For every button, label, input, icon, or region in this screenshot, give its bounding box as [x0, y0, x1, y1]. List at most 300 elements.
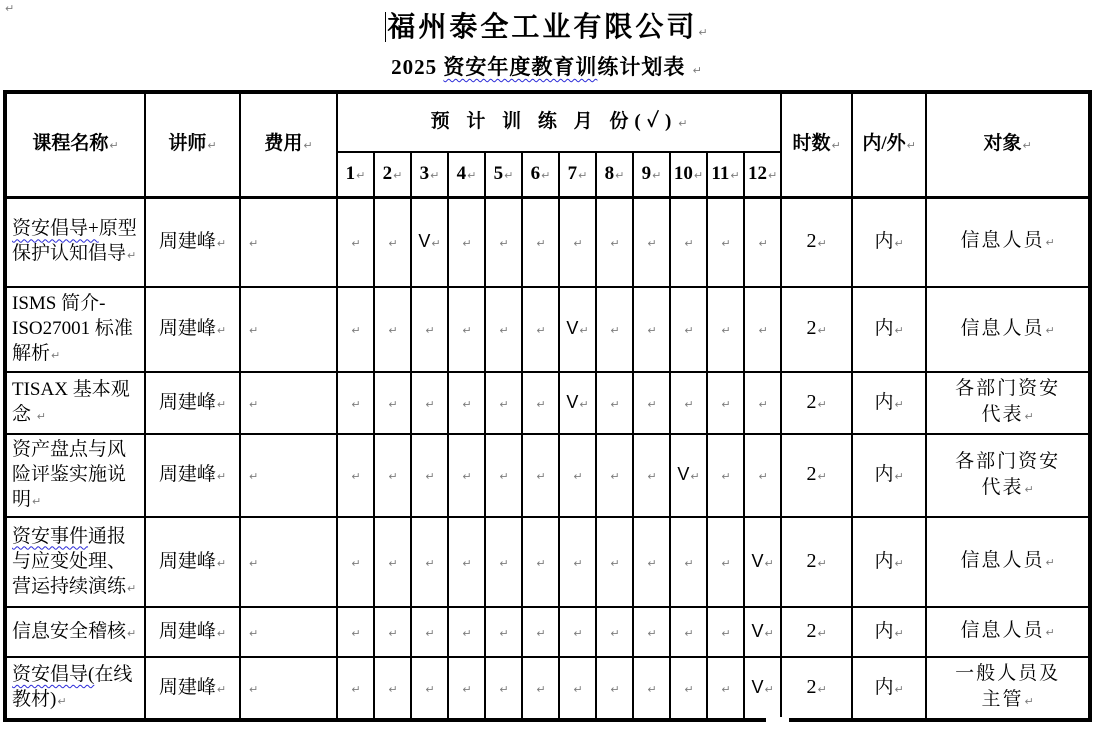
month-cell[interactable] [559, 287, 596, 372]
month-cell[interactable] [485, 517, 522, 607]
month-cell[interactable] [448, 197, 485, 287]
instructor-cell[interactable] [145, 372, 240, 434]
month-cell[interactable] [670, 372, 707, 434]
month-cell[interactable] [374, 517, 411, 607]
paragraph-mark: ↵ [721, 324, 731, 337]
paragraph-mark: ↵ [730, 168, 740, 182]
header-month-3[interactable] [411, 152, 448, 197]
audience-value: 信息人员 [960, 317, 1045, 339]
paragraph-mark: ↵ [894, 324, 904, 337]
paragraph-mark: ↵ [573, 470, 583, 483]
paragraph-mark: ↵ [249, 682, 259, 696]
month-cell[interactable] [411, 607, 448, 657]
month-cell[interactable] [337, 607, 374, 657]
paragraph-mark: ↵ [249, 556, 259, 570]
header-month-4[interactable] [448, 152, 485, 197]
course-name-wavy: 资安事件 [12, 525, 89, 547]
paragraph-mark: ↵ [817, 324, 827, 337]
course-cell[interactable] [5, 434, 145, 517]
audience-cell[interactable] [926, 372, 1090, 434]
paragraph-mark: ↵ [351, 324, 361, 337]
month-cell[interactable] [744, 372, 781, 434]
paragraph-mark: ↵ [127, 581, 137, 595]
paragraph-mark: ↵ [647, 236, 657, 250]
paragraph-mark: ↵ [127, 626, 137, 640]
paragraph-mark: ↵ [1045, 556, 1055, 569]
paragraph-mark: ↵ [1024, 482, 1034, 496]
month-cell[interactable] [522, 372, 559, 434]
audience-cell[interactable] [926, 434, 1090, 517]
paragraph-mark: ↵ [610, 397, 620, 411]
paragraph-mark: ↵ [721, 556, 731, 570]
header-fee-label: 费用 [264, 133, 303, 155]
month-cell[interactable] [633, 517, 670, 607]
paragraph-mark: ↵ [817, 682, 827, 696]
course-cell[interactable] [5, 517, 145, 607]
month-number: 9 [641, 162, 652, 184]
month-cell[interactable] [522, 197, 559, 287]
paragraph-mark: ↵ [692, 64, 702, 77]
document-title-wavy-text: 资安年度教育训 [443, 55, 598, 79]
fee-cell[interactable] [240, 287, 337, 372]
month-cell[interactable] [633, 372, 670, 434]
paragraph-mark: ↵ [351, 682, 361, 696]
fee-cell[interactable] [240, 372, 337, 434]
paragraph-mark: ↵ [684, 236, 694, 250]
month-cell[interactable] [374, 287, 411, 372]
month-cell[interactable] [522, 287, 559, 372]
month-cell[interactable] [744, 197, 781, 287]
paragraph-mark: ↵ [499, 324, 509, 337]
month-cell[interactable] [411, 372, 448, 434]
paragraph-mark: ↵ [817, 556, 827, 570]
month-number: 1 [345, 162, 356, 184]
month-cell[interactable] [670, 197, 707, 287]
inout-value: 内 [874, 318, 894, 339]
month-cell[interactable] [337, 434, 374, 517]
paragraph-mark: ↵ [690, 470, 700, 483]
paragraph-mark: ↵ [610, 682, 620, 696]
header-fee[interactable] [240, 92, 337, 197]
inout-cell[interactable] [852, 607, 926, 657]
paragraph-mark: ↵ [541, 168, 551, 182]
course-name: 通报与应变处理、营运持续演练 [12, 525, 127, 597]
header-month-5[interactable] [485, 152, 522, 197]
month-cell[interactable] [707, 657, 744, 720]
course-name-wavy: 资安倡导+ [12, 218, 99, 240]
month-cell[interactable] [744, 517, 781, 607]
paragraph-mark: ↵ [573, 626, 583, 640]
paragraph-mark: ↵ [536, 682, 546, 696]
instructor-name: 周建峰 [158, 230, 216, 252]
paragraph-mark: ↵ [684, 682, 694, 696]
table-row [5, 197, 1090, 287]
instructor-cell[interactable] [145, 657, 240, 720]
paragraph-mark: ↵ [767, 168, 778, 182]
paragraph-mark: ↵ [615, 168, 625, 182]
paragraph-mark: ↵ [388, 556, 398, 570]
month-cell[interactable] [707, 517, 744, 607]
audience-value: 信息人员 [960, 620, 1045, 641]
month-cell[interactable] [485, 197, 522, 287]
paragraph-mark: ↵ [721, 236, 731, 250]
paragraph-mark: ↵ [499, 682, 509, 696]
paragraph-mark: ↵ [499, 626, 509, 640]
month-cell[interactable] [485, 287, 522, 372]
course-cell[interactable] [5, 607, 145, 657]
paragraph-mark: ↵ [1024, 410, 1034, 423]
inout-cell[interactable] [852, 657, 926, 720]
month-cell[interactable] [744, 657, 781, 720]
month-cell[interactable] [670, 607, 707, 657]
month-cell[interactable] [633, 434, 670, 517]
paragraph-mark: ↵ [758, 470, 768, 483]
hours-value: 2 [806, 549, 817, 572]
paragraph-mark: ↵ [351, 626, 361, 640]
paragraph-mark: ↵ [1024, 695, 1034, 708]
month-cell[interactable] [744, 287, 781, 372]
instructor-cell[interactable] [145, 197, 240, 287]
hours-cell[interactable] [781, 657, 852, 720]
month-cell[interactable] [448, 372, 485, 434]
month-cell[interactable] [559, 434, 596, 517]
month-number: 7 [567, 162, 578, 184]
paragraph-mark: ↵ [894, 682, 904, 696]
month-cell[interactable] [411, 287, 448, 372]
header-month-2[interactable] [374, 152, 411, 197]
month-cell[interactable] [411, 517, 448, 607]
month-cell[interactable] [448, 607, 485, 657]
month-cell[interactable] [596, 607, 633, 657]
paragraph-mark: ↵ [652, 168, 662, 182]
paragraph-mark: ↵ [894, 556, 904, 570]
month-cell[interactable] [374, 434, 411, 517]
paragraph-mark: ↵ [216, 556, 227, 570]
month-cell[interactable] [633, 607, 670, 657]
paragraph-mark: ↵ [758, 236, 768, 250]
month-cell[interactable] [448, 287, 485, 372]
month-cell[interactable] [596, 372, 633, 434]
paragraph-mark: ↵ [32, 495, 42, 508]
instructor-name: 周建峰 [158, 620, 216, 642]
hours-cell[interactable] [781, 287, 852, 372]
paragraph-mark: ↵ [764, 682, 774, 696]
instructor-name: 周建峰 [158, 464, 216, 485]
month-cell[interactable] [448, 517, 485, 607]
paragraph-mark: ↵ [579, 397, 589, 411]
paragraph-mark: ↵ [388, 682, 398, 696]
month-cell[interactable] [411, 197, 448, 287]
table-row [5, 372, 1090, 434]
month-cell[interactable] [374, 607, 411, 657]
month-cell[interactable] [559, 372, 596, 434]
hours-cell[interactable] [781, 197, 852, 287]
paragraph-mark: ↵ [610, 556, 620, 570]
month-cell[interactable] [559, 657, 596, 720]
hours-cell[interactable] [781, 434, 852, 517]
header-month-9[interactable] [633, 152, 670, 197]
hours-value: 2 [806, 390, 817, 413]
fee-cell[interactable] [240, 197, 337, 287]
month-cell[interactable] [707, 607, 744, 657]
audience-value: 信息人员 [960, 230, 1045, 252]
header-month-1[interactable] [337, 152, 374, 197]
header-audience[interactable] [926, 92, 1090, 197]
paragraph-mark: ↵ [207, 139, 217, 153]
paragraph-mark: ↵ [462, 324, 472, 337]
month-cell[interactable] [448, 657, 485, 720]
audience-cell[interactable] [926, 607, 1090, 657]
month-check: V [566, 318, 579, 338]
month-check: V [751, 550, 764, 571]
instructor-cell[interactable] [145, 434, 240, 517]
instructor-cell[interactable] [145, 517, 240, 607]
paragraph-mark: ↵ [425, 682, 435, 696]
paragraph-mark: ↵ [462, 397, 472, 411]
month-cell[interactable] [411, 657, 448, 720]
document-title[interactable] [0, 53, 1093, 85]
hours-value: 2 [806, 229, 817, 252]
instructor-name: 周建峰 [158, 318, 216, 339]
paragraph-mark: ↵ [693, 168, 704, 182]
paragraph-mark: ↵ [536, 324, 546, 337]
month-cell[interactable] [337, 372, 374, 434]
month-number: 4 [456, 162, 467, 184]
paragraph-mark: ↵ [499, 397, 509, 411]
table-row [5, 607, 1090, 657]
month-cell[interactable] [596, 434, 633, 517]
month-cell[interactable] [337, 657, 374, 720]
month-cell[interactable] [744, 607, 781, 657]
course-cell[interactable] [5, 657, 145, 720]
month-cell[interactable] [633, 657, 670, 720]
paragraph-mark: ↵ [610, 236, 620, 250]
audience-cell[interactable] [926, 517, 1090, 607]
training-plan-table [3, 90, 1092, 722]
header-course-label: 课程名称 [32, 133, 109, 155]
month-cell[interactable] [596, 197, 633, 287]
paragraph-mark: ↵ [462, 236, 472, 250]
month-number: 5 [493, 162, 504, 184]
header-instructor[interactable] [145, 92, 240, 197]
month-cell[interactable] [559, 517, 596, 607]
course-cell[interactable] [5, 372, 145, 434]
fee-cell[interactable] [240, 607, 337, 657]
month-cell[interactable] [633, 197, 670, 287]
course-cell[interactable] [5, 287, 145, 372]
month-cell[interactable] [485, 372, 522, 434]
month-cell[interactable] [596, 517, 633, 607]
inout-cell[interactable] [852, 287, 926, 372]
paragraph-mark: ↵ [817, 397, 827, 411]
paragraph-mark: ↵ [425, 324, 435, 337]
paragraph-mark: ↵ [109, 139, 119, 153]
month-cell[interactable] [670, 434, 707, 517]
paragraph-mark: ↵ [499, 470, 509, 483]
month-number: 3 [419, 162, 430, 184]
paragraph-mark: ↵ [698, 26, 708, 39]
month-number: 11 [711, 162, 730, 184]
paragraph-mark: ↵ [721, 626, 731, 640]
table-row [5, 434, 1090, 517]
paragraph-mark: ↵ [831, 139, 841, 153]
inout-cell[interactable] [852, 517, 926, 607]
paragraph-mark: ↵ [351, 470, 361, 483]
header-inout-label: 内/外 [862, 133, 906, 155]
fee-cell[interactable] [240, 657, 337, 720]
paragraph-mark: ↵ [684, 556, 694, 570]
audience-cell[interactable] [926, 197, 1090, 287]
paragraph-mark: ↵ [425, 397, 435, 411]
paragraph-mark: ↵ [817, 470, 827, 483]
paragraph-mark: ↵ [303, 139, 313, 153]
month-cell[interactable] [670, 517, 707, 607]
month-cell[interactable] [374, 657, 411, 720]
fee-cell[interactable] [240, 434, 337, 517]
month-cell[interactable] [744, 434, 781, 517]
month-number: 8 [604, 162, 615, 184]
paragraph-mark: ↵ [573, 556, 583, 570]
paragraph-mark: ↵ [647, 470, 657, 483]
inout-value: 内 [874, 391, 894, 413]
instructor-name: 周建峰 [158, 676, 216, 698]
month-cell[interactable] [485, 434, 522, 517]
paragraph-mark: ↵ [425, 626, 435, 640]
fee-cell[interactable] [240, 517, 337, 607]
month-cell[interactable] [337, 517, 374, 607]
month-cell[interactable] [633, 287, 670, 372]
header-month-7[interactable] [559, 152, 596, 197]
instructor-cell[interactable] [145, 607, 240, 657]
month-cell[interactable] [670, 287, 707, 372]
paragraph-mark: ↵ [388, 626, 398, 640]
paragraph-mark: ↵ [721, 470, 731, 483]
paragraph-mark: ↵ [758, 324, 768, 337]
paragraph-mark: ↵ [906, 139, 916, 153]
header-month-6[interactable] [522, 152, 559, 197]
header-hours-label: 时数 [792, 133, 831, 155]
header-inout[interactable] [852, 92, 926, 197]
course-cell[interactable] [5, 197, 145, 287]
month-cell[interactable] [485, 607, 522, 657]
month-check: V [751, 676, 764, 697]
paragraph-mark: ↵ [894, 236, 904, 250]
month-cell[interactable] [411, 434, 448, 517]
page-cut-gap [766, 717, 789, 726]
month-cell[interactable] [522, 434, 559, 517]
paragraph-mark: ↵ [894, 626, 904, 640]
month-cell[interactable] [707, 372, 744, 434]
hours-cell[interactable] [781, 372, 852, 434]
month-cell[interactable] [522, 607, 559, 657]
paragraph-mark: ↵ [678, 117, 688, 130]
month-cell[interactable] [707, 434, 744, 517]
month-cell[interactable] [559, 197, 596, 287]
paragraph-mark: ↵ [57, 695, 67, 708]
paragraph-mark: ↵ [579, 324, 589, 337]
month-number: 12 [747, 162, 767, 184]
month-cell[interactable] [559, 607, 596, 657]
month-cell[interactable] [670, 657, 707, 720]
paragraph-mark: ↵ [216, 682, 227, 696]
month-cell[interactable] [374, 197, 411, 287]
paragraph-mark: ↵ [351, 556, 361, 570]
month-cell[interactable] [374, 372, 411, 434]
hours-value: 2 [806, 619, 817, 642]
audience-value: 各部门资安代表 [955, 450, 1061, 498]
month-cell[interactable] [522, 517, 559, 607]
company-title[interactable] [0, 10, 1093, 51]
hours-value: 2 [806, 675, 817, 698]
audience-cell[interactable] [926, 657, 1090, 720]
header-course[interactable] [5, 92, 145, 197]
inout-cell[interactable] [852, 197, 926, 287]
header-month-12[interactable] [744, 152, 781, 197]
month-cell[interactable] [596, 287, 633, 372]
paragraph-mark: ↵ [573, 236, 583, 250]
paragraph-mark: ↵ [610, 324, 620, 337]
paragraph-mark: ↵ [388, 236, 398, 250]
paragraph-mark: ↵ [249, 626, 259, 640]
paragraph-mark: ↵ [425, 470, 435, 483]
paragraph-mark: ↵ [721, 397, 731, 411]
month-cell[interactable] [337, 287, 374, 372]
paragraph-mark: ↵ [764, 556, 774, 570]
header-months-group[interactable] [337, 92, 781, 152]
header-month-11[interactable] [707, 152, 744, 197]
paragraph-mark: ↵ [1045, 323, 1055, 337]
course-name: 信息安全稽核 [12, 620, 127, 642]
title-block [0, 0, 1093, 85]
hours-cell[interactable] [781, 607, 852, 657]
instructor-cell[interactable] [145, 287, 240, 372]
inout-value: 内 [874, 464, 894, 485]
month-cell[interactable] [448, 434, 485, 517]
paragraph-mark: ↵ [388, 470, 398, 483]
hours-cell[interactable] [781, 517, 852, 607]
paragraph-mark: ↵ [216, 324, 227, 337]
header-hours[interactable] [781, 92, 852, 197]
month-check: V [418, 230, 431, 251]
audience-cell[interactable] [926, 287, 1090, 372]
audience-value: 一般人员及主管 [955, 663, 1061, 710]
paragraph-mark: ↵ [351, 236, 361, 250]
inout-cell[interactable] [852, 434, 926, 517]
month-cell[interactable] [596, 657, 633, 720]
inout-cell[interactable] [852, 372, 926, 434]
month-cell[interactable] [707, 197, 744, 287]
paragraph-mark: ↵ [467, 168, 477, 182]
paragraph-mark: ↵ [431, 236, 441, 250]
paragraph-mark: ↵ [647, 556, 657, 570]
month-number: 2 [382, 162, 393, 184]
paragraph-mark: ↵ [393, 168, 403, 182]
month-cell[interactable] [337, 197, 374, 287]
month-number: 6 [530, 162, 541, 184]
header-month-10[interactable] [670, 152, 707, 197]
paragraph-mark: ↵ [36, 410, 46, 423]
month-cell[interactable] [485, 657, 522, 720]
audience-value: 各部门资安代表 [955, 378, 1061, 425]
month-cell[interactable] [707, 287, 744, 372]
paragraph-mark: ↵ [1045, 236, 1055, 250]
paragraph-mark: ↵ [647, 324, 657, 337]
month-cell[interactable] [522, 657, 559, 720]
paragraph-mark: ↵ [573, 682, 583, 696]
paragraph-mark: ↵ [894, 397, 904, 411]
header-month-8[interactable] [596, 152, 633, 197]
paragraph-mark: ↵ [249, 324, 259, 337]
